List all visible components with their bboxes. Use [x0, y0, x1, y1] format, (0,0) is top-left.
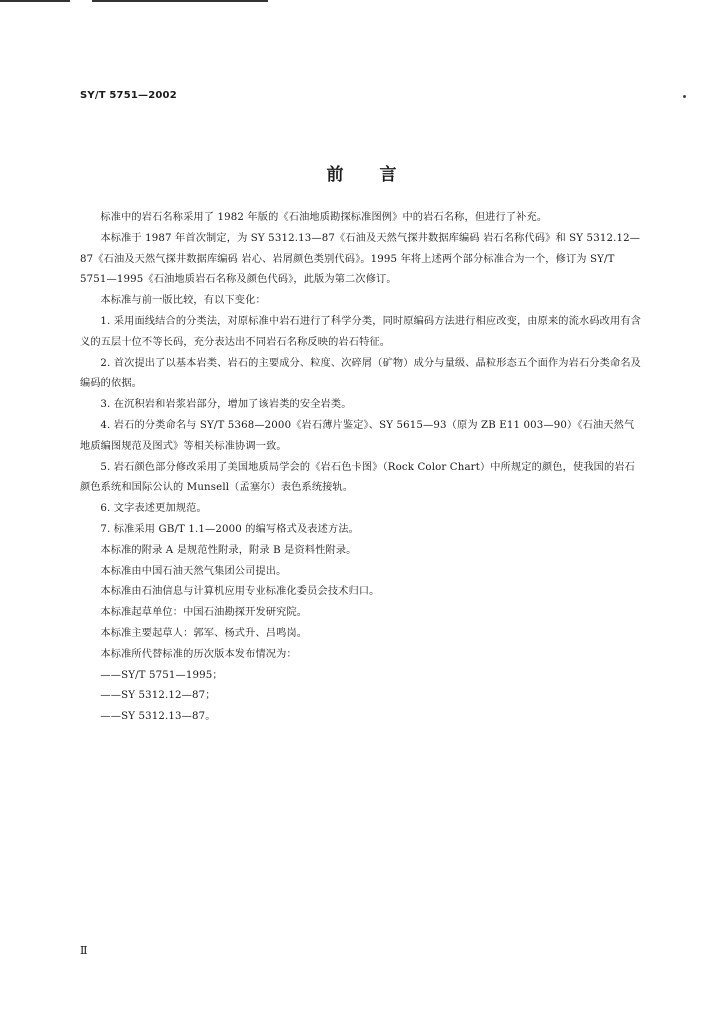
- replaced-version-item: ——SY 5312.13—87。: [100, 711, 216, 723]
- paragraph: 本标准主要起草人：郭军、杨式升、吕鸣岗。: [100, 627, 308, 639]
- replaced-version-item: ——SY/T 5751—1995；: [100, 669, 223, 681]
- change-item: 2. 首次提出了以基本岩类、岩石的主要成分、粒度、次碎屑（矿物）成分与量级、晶粒形态五个面作为岩石分类命名及编码的依据。: [80, 357, 642, 390]
- foreword-body: [80, 208, 642, 728]
- change-item: 5. 岩石颜色部分修改采用了美国地质局学会的《岩石色卡图》（Rock Color Chart）中所规定的颜色，使我国的岩石颜色系统和国际公认的 Munsell（孟塞尔）表色系统接轨。: [80, 461, 636, 494]
- change-item: 7. 标准采用 GB/T 1.1—2000 的编写格式及表述方法。: [100, 523, 359, 535]
- change-item: 4. 岩石的分类命名与 SY/T 5368—2000《岩石薄片鉴定》、SY 5615—93（原为 ZB E11 003—90）《石油天然气地质编图规范及图式》等相关标准协调一致。: [80, 419, 635, 452]
- change-item: 3. 在沉积岩和岩浆岩部分，增加了该岩类的安全岩类。: [100, 399, 352, 411]
- paragraph: 标准中的岩石名称采用了 1982 年版的《石油地质勘探标准图例》中的岩石名称，但进行了补充。: [100, 212, 548, 223]
- standard-code-header: SY/T 5751—2002: [80, 90, 177, 101]
- paragraph: 本标准起草单位：中国石油勘探开发研究院。: [100, 607, 308, 619]
- paragraph: 本标准与前一版比较，有以下变化：: [100, 295, 266, 307]
- paragraph: 本标准由中国石油天然气集团公司提出。: [100, 565, 287, 577]
- replaced-version-item: ——SY 5312.12—87；: [100, 690, 216, 702]
- paragraph: 本标准于 1987 年首次制定，为 SY 5312.13—87《石油及天然气探井数据库编码 岩石名称代码》和 SY 5312.12—87《石油及天然气探井数据库编码 岩心、岩屑颜色类别代码》。1995 年将上述两个部分标准合为一个，修订为 SY/T 5751—1995《石油地质岩石名称及颜色代码》，此版为第二次修订。: [80, 232, 641, 286]
- change-item: 1. 采用面线结合的分类法，对原标准中岩石进行了科学分类，同时原编码方法进行相应改变，由原来的流水码改用有含义的五层十位不等长码，充分表达出不同岩石名称反映的岩石特征。: [80, 315, 642, 348]
- scan-edge-mark: [92, 0, 268, 2]
- scan-speck: [683, 95, 686, 98]
- paragraph: 本标准由石油信息与计算机应用专业标准化委员会技术归口。: [100, 586, 380, 598]
- scan-edge-mark: [0, 0, 70, 2]
- paragraph: 本标准所代替标准的历次版本发布情况为：: [100, 648, 297, 660]
- change-item: 6. 文字表述更加规范。: [100, 503, 207, 515]
- paragraph: 本标准的附录 A 是规范性附录，附录 B 是资料性附录。: [100, 544, 357, 556]
- page-title: 前 言: [326, 165, 398, 185]
- page-number: Ⅱ: [80, 944, 88, 957]
